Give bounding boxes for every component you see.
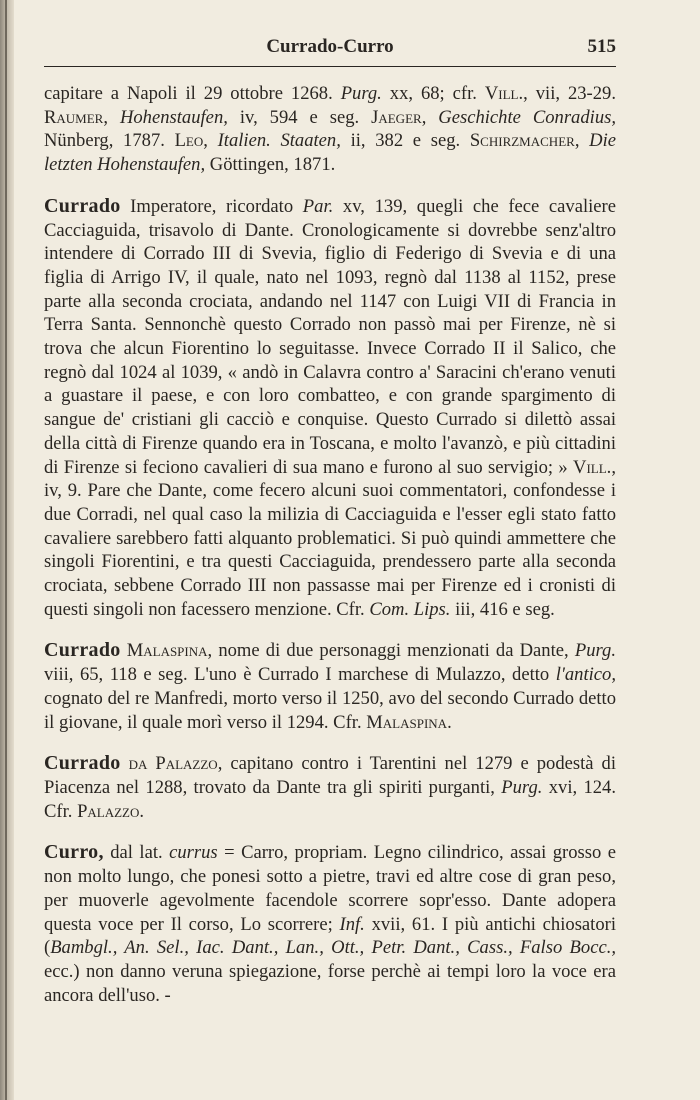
entry-currado-malaspina: [44, 639, 616, 734]
citation: Purg.: [574, 640, 616, 662]
text: , vii, 23-29.: [523, 83, 616, 104]
author-name: Vill.: [573, 456, 612, 478]
text: ecc.) non danno veruna spiegazione, forse perchè ai tempi loro la voce era ancora dell'uso. -: [44, 960, 616, 1006]
text: Imperatore, ricordato: [120, 195, 303, 217]
citation: Purg.: [340, 83, 382, 104]
page-number: 515: [587, 36, 616, 57]
text: iv, 594 e seg.: [227, 106, 372, 128]
entry-subhead: da Palazzo: [128, 753, 218, 775]
text: .: [139, 800, 145, 822]
text: iii, 416 e seg.: [450, 598, 555, 620]
text: .: [447, 711, 452, 733]
commentator-list: Bambgl., An. Sel., Iac. Dant., Lan., Ott., Petr. Dant., Cass., Falso Bocc.,: [50, 937, 616, 959]
text: ,: [421, 106, 439, 128]
text: dal lat.: [103, 842, 170, 864]
author-name: Leo: [174, 130, 204, 152]
author-name: Jaeger: [371, 106, 422, 128]
text: ,: [103, 106, 120, 128]
header-title: Currado-Curro: [266, 36, 394, 57]
text: Nünberg, 1787.: [44, 130, 175, 152]
entry-headword: Currado: [44, 639, 121, 662]
entry-currado-imperatore: [44, 195, 616, 622]
text: = Carro, propriam. Legno cilindrico, assai grosso e non molto lungo, che ponesi sotto a pietre, travi ed altre cose di gran peso, per muoverle agevolmente facendole scorrere sopr'esso. Dante adopera questa voce per Il corso, Lo scorrere;: [44, 842, 616, 935]
gutter-line: [5, 0, 7, 1100]
text: ii, 382 e seg.: [340, 130, 470, 152]
text: , capitano contro i Tarentini nel 1279 e podestà di Piacenza nel 1288, trovato da Dante tra gli spiriti purganti,: [44, 753, 616, 798]
author-name: Vill.: [484, 83, 524, 104]
entry-subhead: Malaspina: [126, 640, 208, 662]
text: xv, 139, quegli che fece cavaliere Cacciaguida, trisavolo di Dante. Cronologicamente si dovrebbe senz'altro intendere di Corrado III di Svevia, figlio di Federigo di Svevia e di una figlia di Arrigo IV, il quale, nato nel 1093, regnò dal 1138 al 1152, prese parte alla seconda crociata, andando nel 1147 con Luigi VII di Francia in Terra Santa. Sennonchè questo Corrado non passò mai per Firenze, nè si trova che alcun Fiorentino lo seguitasse. Invece Corrado II il Salico, che regnò dal 1024 al 1039, « andò in Calavra contro a' Saracini ch'erano venuti a guastare il paese, e con loro combatteo, e con grande spargimento di sangue de' cristiani gli cacciò e conquise. Questo Currado si dilettò assai della città di Firenze quando era in Toscana, e molto l'avanzò, e più cittadini di Firenze si feciono cavalieri di sua mano e furono al suo servigio; »: [44, 195, 617, 478]
text: Göttingen, 1871.: [205, 154, 336, 176]
text: ,: [574, 130, 590, 152]
epithet: l'antico,: [555, 664, 616, 686]
citation: Inf.: [339, 913, 365, 935]
text: xx, 68; cfr.: [381, 83, 485, 104]
entry-curro: [44, 841, 616, 1007]
entry-headword: Curro,: [44, 841, 104, 864]
entry-headword: Currado: [44, 194, 121, 217]
citation: Com. Lips.: [369, 598, 451, 620]
entry-continuation: [44, 82, 616, 177]
book-gutter: [0, 0, 14, 1100]
book-title: Die letzten Hohenstaufen,: [44, 130, 616, 176]
text: capitare a Napoli il 29 ottobre 1268.: [44, 83, 341, 104]
citation: Par.: [302, 195, 334, 217]
page-content: [44, 82, 616, 1025]
book-title: Italien. Staaten,: [217, 130, 341, 152]
running-header: [44, 36, 616, 60]
text: ,: [203, 130, 218, 152]
author-name: Raumer: [44, 106, 104, 128]
text: viii, 65, 118 e seg. L'uno è Currado I marchese di Mulazzo, detto: [44, 664, 556, 686]
text: xvii, 61. I più antichi chiosatori (: [44, 913, 616, 959]
cross-reference: Malaspina: [366, 711, 448, 733]
header-rule: [44, 66, 616, 67]
entry-headword: Currado: [44, 752, 121, 775]
latin-term: currus: [169, 842, 218, 864]
text: cognato del re Manfredi, morto verso il 1250, avo del secondo Currado detto il giovane, il quale morì verso il 1294. Cfr.: [44, 687, 616, 733]
entry-currado-da-palazzo: [44, 752, 616, 823]
text: [121, 753, 129, 774]
text: , iv, 9. Pare che Dante, come fecero alcuni suoi commentatori, confondesse i due Corradi, nel qual caso la milizia di Cacciaguida e l'esser egli stato fatto cavaliere sarebbero fatti alquanto problematici. Si può quindi ammettere che singoli Fiorentini, e tra questi Cacciaguida, prendessero parte alla seconda crociata, sebbene Corrado III non passasse mai per Firenze ed i cronisti di questi singoli non facessero menzione. Cfr.: [44, 456, 616, 620]
author-name: Schirzmacher: [469, 130, 575, 152]
text: , nome di due personaggi menzionati da Dante,: [207, 640, 575, 662]
text: xvi, 124. Cfr.: [44, 776, 616, 822]
book-title: Hohenstaufen,: [119, 106, 228, 128]
citation: Purg.: [501, 776, 543, 798]
book-title: Geschichte Conradius,: [438, 106, 616, 128]
cross-reference: Palazzo: [77, 800, 140, 822]
